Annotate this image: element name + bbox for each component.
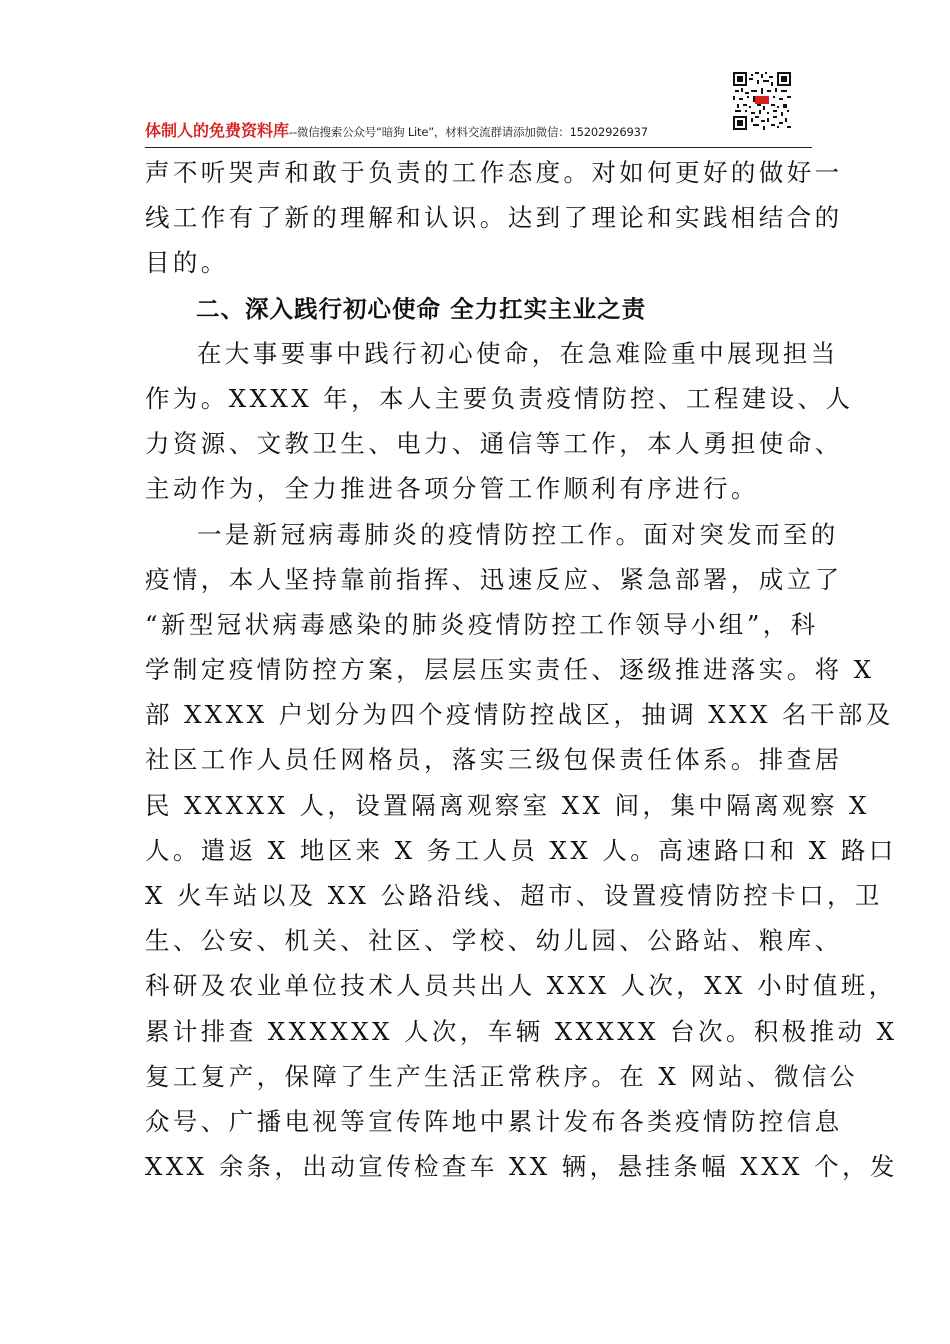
- paragraph-line: 学制定疫情防控方案，层层压实责任、逐级推进落实。将 X: [145, 655, 875, 685]
- paragraph-line: 作为。XXXX 年，本人主要负责疫情防控、工程建设、人: [145, 383, 854, 413]
- paragraph-line: 人。遣返 X 地区来 X 务工人员 XX 人。高速路口和 X 路口: [145, 835, 897, 865]
- paragraph-line: 科研及农业单位技术人员共出人 XXX 人次，XX 小时值班，: [145, 971, 897, 1001]
- qr-code-icon: [733, 72, 791, 130]
- section-heading: 二、深入践行初心使命 全力扛实主业之责: [196, 295, 647, 323]
- page-header: [145, 118, 735, 146]
- paragraph-line: 在大事要事中践行初心使命，在急难险重中展现担当: [197, 338, 839, 368]
- paragraph-line: 主动作为，全力推进各项分管工作顺利有序进行。: [145, 474, 759, 504]
- paragraph-line: 复工复产，保障了生产生活正常秩序。在 X 网站、微信公: [145, 1061, 858, 1091]
- paragraph-line: 众号、广播电视等宣传阵地中累计发布各类疫情防控信息: [145, 1106, 843, 1136]
- header-divider: [145, 147, 812, 148]
- paragraph-line: 疫情，本人坚持靠前指挥、迅速反应、紧急部署，成立了: [145, 564, 843, 594]
- paragraph-line: 生、公安、机关、社区、学校、幼儿园、公路站、粮库、: [145, 926, 843, 956]
- paragraph-line: 民 XXXXX 人，设置隔离观察室 XX 间，集中隔离观察 X: [145, 790, 870, 820]
- paragraph-line: 声不听哭声和敢于负责的工作态度。对如何更好的做好一: [145, 158, 843, 187]
- paragraph-line: 目的。: [145, 248, 229, 278]
- paragraph-line: 部 XXXX 户划分为四个疫情防控战区，抽调 XXX 名干部及: [145, 700, 894, 730]
- paragraph-line: 一是新冠病毒肺炎的疫情防控工作。面对突发而至的: [197, 519, 839, 549]
- paragraph-line: 线工作有了新的理解和认识。达到了理论和实践相结合的: [145, 203, 843, 233]
- paragraph-line: XXX 余条，出动宣传检查车 XX 辆，悬挂条幅 XXX 个，发: [145, 1152, 898, 1182]
- paragraph-line: “新型冠状病毒感染的肺炎疫情防控工作领导小组”，科: [145, 609, 819, 639]
- paragraph-line: 力资源、文教卫生、电力、通信等工作，本人勇担使命、: [145, 429, 843, 459]
- paragraph-line: 社区工作人员任网格员，落实三级包保责任体系。排查居: [145, 745, 843, 775]
- paragraph-line: X 火车站以及 XX 公路沿线、超市、设置疫情防控卡口，卫: [145, 881, 883, 910]
- header-brand: 体制人的免费资料库: [145, 121, 290, 140]
- paragraph-line: 累计排查 XXXXXX 人次，车辆 XXXXX 台次。积极推动 X: [145, 1016, 898, 1046]
- header-note: --微信搜索公众号“暗狗 Lite”，材料交流群请添加微信：15202926937: [289, 125, 648, 139]
